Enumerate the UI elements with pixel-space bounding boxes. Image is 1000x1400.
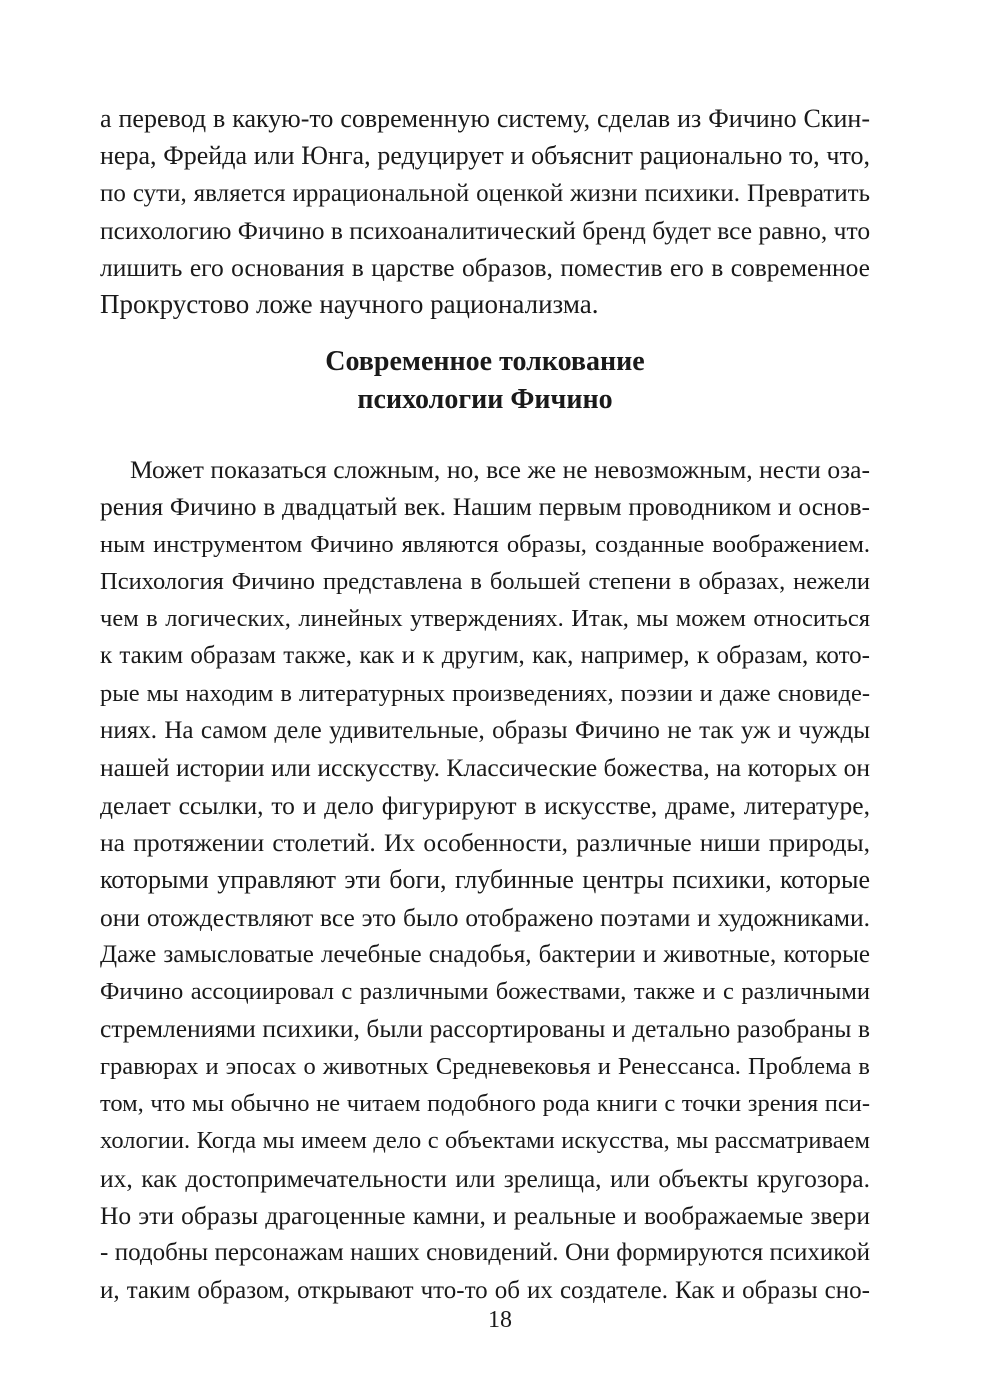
- text-line: ниях. На самом деле удивительные, образы Фичино не так уж и чужды: [100, 717, 870, 745]
- paragraph-2: [100, 451, 870, 1309]
- text-line: а перевод в какую-то современную систему, сделав из Фичино Скин-: [100, 104, 870, 133]
- section-heading-line-2: психологии Фичино: [357, 384, 613, 415]
- text-line: нашей истории или исскусству. Классические божества, на которых он: [100, 753, 870, 783]
- text-line: по сути, является иррациональной оценкой жизни психики. Превратить: [100, 179, 870, 207]
- paragraph-1: [100, 100, 870, 324]
- text-line: их, как достопримечательности или зрелища, или объекты кругозора.: [100, 1163, 870, 1193]
- text-line: стремлениями психики, были рассортированы и детально разобраны в: [100, 1014, 870, 1044]
- text-line: лишить его основания в царстве образов, поместив его в современное: [100, 253, 870, 283]
- text-line: они отождествляют все это было отображено поэтами и художниками.: [100, 902, 870, 932]
- text-line: Может показаться сложным, но, все же не невозможным, нести оза-: [130, 455, 870, 484]
- text-line: Даже замысловатые лечебные снадобья, бактерии и животные, которые: [100, 940, 870, 968]
- text-line: хологии. Когда мы имеем дело с объектами искусства, мы рассматриваем: [100, 1127, 870, 1155]
- text-line: на протяжении столетий. Их особенности, различные ниши природы,: [100, 827, 870, 857]
- section-heading: [100, 343, 870, 419]
- text-line: нера, Фрейда или Юнга, редуцирует и объяснит рационально то, что,: [100, 141, 870, 171]
- text-line: к таким образам также, как и к другим, как, например, к образам, кото-: [100, 642, 870, 670]
- text-line: Психология Фичино представлена в большей степени в образах, нежели: [100, 567, 870, 595]
- text-line: чем в логических, линейных утверждениях. Итак, мы можем относиться: [100, 605, 870, 633]
- text-line: которыми управляют эти боги, глубинные центры психики, которые: [100, 865, 870, 895]
- text-line: Но эти образы драгоценные камни, и реальные и воображаемые звери: [100, 1200, 870, 1230]
- text-line: Фичино ассоциировал с различными божествами, также и с различными: [100, 978, 870, 1006]
- page-number: 18: [488, 1307, 512, 1333]
- text-line: делает ссылки, то и дело фигурируют в искусстве, драме, литературе,: [100, 790, 870, 820]
- text-line: рения Фичино в двадцатый век. Нашим первым проводником и основ-: [100, 492, 870, 522]
- section-heading-line-1: Современное толкование: [325, 346, 645, 377]
- text-line: рые мы находим в литературных произведениях, поэзии и даже сновиде-: [100, 679, 870, 707]
- text-line: и, таким образом, открывают что-то об их создателе. Как и образы сно-: [100, 1276, 870, 1304]
- text-line: Прокрустово ложе научного рационализма.: [100, 289, 599, 320]
- text-line: психологию Фичино в психоаналитический бренд будет все равно, что: [100, 215, 871, 245]
- text-line: ным инструментом Фичино являются образы, созданные воображением.: [100, 530, 870, 558]
- text-line: том, что мы обычно не читаем подобного рода книги с точки зрения пси-: [100, 1090, 870, 1118]
- text-line: гравюрах и эпосах о животных Средневековья и Ренессанса. Проблема в: [100, 1052, 870, 1080]
- text-line: - подобны персонажам наших сновидений. Они формируются психикой: [100, 1239, 870, 1267]
